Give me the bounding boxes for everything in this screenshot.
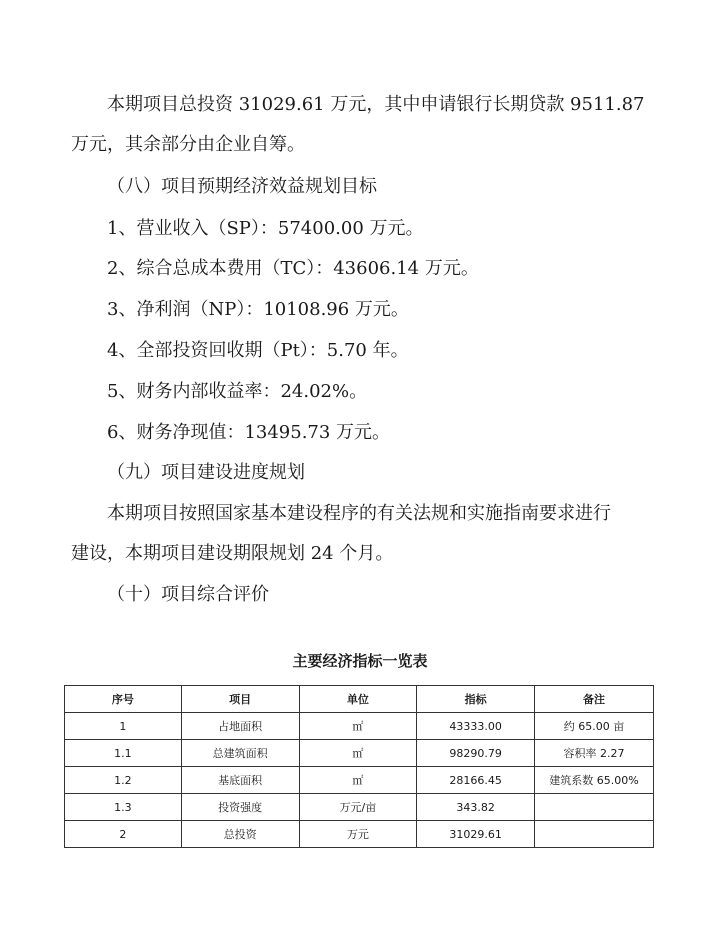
table-row	[65, 821, 654, 848]
header-remarks: 备注	[535, 686, 654, 713]
schedule-paragraph-line1: 本期项目按照国家基本建设程序的有关法规和实施指南要求进行	[107, 503, 611, 524]
table-header-row	[65, 686, 654, 713]
cell-value: 43333.00	[417, 713, 535, 740]
table-row	[65, 794, 654, 821]
cell-serial: 1.2	[65, 767, 182, 794]
benefit-item-6: 6、财务净现值：13495.73 万元。	[107, 422, 391, 443]
cell-remarks: 建筑系数 65.00%	[535, 767, 654, 794]
table-row	[65, 713, 654, 740]
cell-value: 31029.61	[417, 821, 535, 848]
cell-item: 总投资	[181, 821, 299, 848]
cell-unit: ㎡	[299, 740, 417, 767]
cell-remarks	[535, 821, 654, 848]
section-8-heading: （八）项目预期经济效益规划目标	[107, 176, 377, 197]
investment-paragraph-line1: 本期项目总投资 31029.61 万元，其中申请银行长期贷款 9511.87	[107, 94, 645, 115]
cell-value: 28166.45	[417, 767, 535, 794]
benefit-item-2: 2、综合总成本费用（TC）：43606.14 万元。	[107, 258, 479, 279]
header-serial: 序号	[65, 686, 182, 713]
header-unit: 单位	[299, 686, 417, 713]
cell-item: 基底面积	[181, 767, 299, 794]
table-row	[65, 767, 654, 794]
cell-serial: 1	[65, 713, 182, 740]
header-value: 指标	[417, 686, 535, 713]
cell-serial: 1.1	[65, 740, 182, 767]
cell-value: 98290.79	[417, 740, 535, 767]
table-row	[65, 740, 654, 767]
header-item: 项目	[181, 686, 299, 713]
benefit-item-5: 5、财务内部收益率：24.02%。	[107, 381, 368, 402]
cell-unit: ㎡	[299, 767, 417, 794]
benefit-item-1: 1、营业收入（SP）：57400.00 万元。	[107, 218, 424, 239]
cell-remarks	[535, 794, 654, 821]
section-10-heading: （十）项目综合评价	[107, 584, 269, 605]
cell-item: 占地面积	[181, 713, 299, 740]
economic-indicators-table	[64, 685, 654, 848]
cell-unit: 万元/亩	[299, 794, 417, 821]
benefit-item-3: 3、净利润（NP）：10108.96 万元。	[107, 299, 409, 320]
cell-remarks: 容积率 2.27	[535, 740, 654, 767]
benefit-item-4: 4、全部投资回收期（Pt）：5.70 年。	[107, 340, 409, 361]
section-9-heading: （九）项目建设进度规划	[107, 462, 305, 483]
schedule-paragraph-line2: 建设，本期项目建设期限规划 24 个月。	[71, 543, 394, 564]
table-title: 主要经济指标一览表	[292, 652, 428, 670]
cell-value: 343.82	[417, 794, 535, 821]
cell-item: 总建筑面积	[181, 740, 299, 767]
investment-paragraph-line2: 万元，其余部分由企业自筹。	[71, 134, 305, 155]
cell-serial: 2	[65, 821, 182, 848]
cell-unit: 万元	[299, 821, 417, 848]
cell-remarks: 约 65.00 亩	[535, 713, 654, 740]
cell-serial: 1.3	[65, 794, 182, 821]
cell-unit: ㎡	[299, 713, 417, 740]
cell-item: 投资强度	[181, 794, 299, 821]
